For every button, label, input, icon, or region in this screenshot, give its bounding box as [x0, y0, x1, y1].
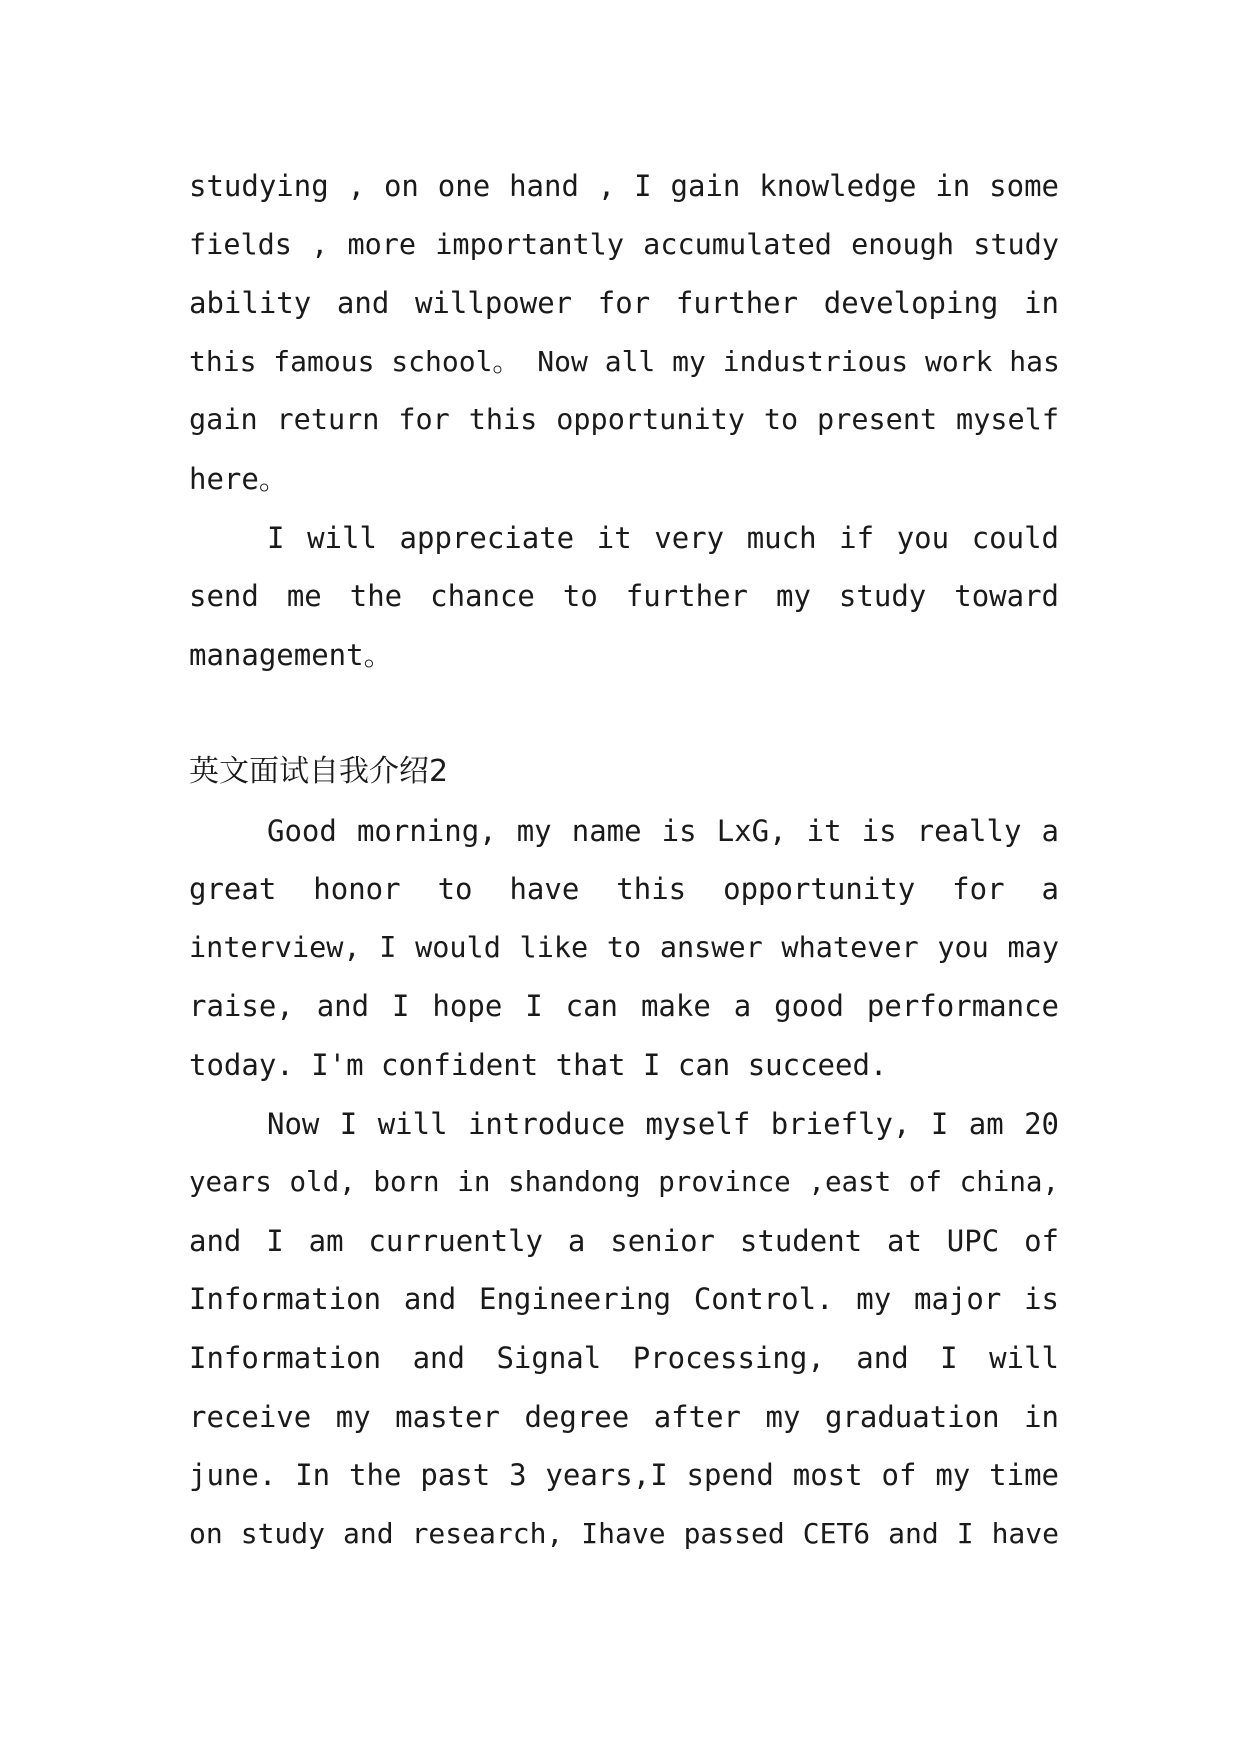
text-line: today. I'm confident that I can succeed. — [189, 1047, 888, 1082]
text-line: Good morning, my name is LxG, it is really a — [267, 813, 1059, 848]
text-line: fields , more importantly accumulated enough study — [189, 227, 1059, 261]
text-line: Information and Engineering Control. my major is — [189, 1282, 1059, 1317]
text-line: on study and research, Ihave passed CET6 and I have — [189, 1516, 1059, 1550]
text-line: Now I will introduce myself briefly, I am 20 — [267, 1106, 1059, 1141]
paragraph-greeting — [189, 802, 1059, 1095]
document-body-section2 — [189, 743, 1059, 1563]
text-line: gain return for this opportunity to present myself — [189, 403, 1059, 437]
text-line: and I am curruently a senior student at UPC of — [189, 1223, 1059, 1258]
text-line: Information and Signal Processing, and I will — [189, 1340, 1059, 1375]
paragraph-appreciate — [189, 509, 1059, 685]
paragraph-continuation — [189, 157, 1059, 509]
text-line: raise, and I hope I can make a good performance — [189, 989, 1059, 1024]
paragraph-introduction — [189, 1095, 1059, 1564]
text-line: interview, I would like to answer whatever you may — [189, 930, 1059, 964]
text-line: june. In the past 3 years,I spend most of my time — [189, 1458, 1059, 1493]
text-line: receive my master degree after my graduation in — [189, 1399, 1059, 1434]
text-line: years old, born in shandong province ,east of china, — [189, 1166, 1059, 1199]
document-body-top — [189, 157, 1059, 684]
text-line: send me the chance to further my study toward — [189, 579, 1059, 614]
text-line: I will appreciate it very much if you could — [267, 520, 1059, 555]
text-line: ability and willpower for further developing in — [189, 286, 1059, 321]
text-line: great honor to have this opportunity for a — [189, 872, 1059, 907]
text-line: management。 — [189, 637, 393, 672]
text-line: here。 — [189, 461, 288, 496]
text-line: studying , on one hand , I gain knowledge in some — [189, 169, 1059, 203]
section-heading: 英文面试自我介绍2 — [189, 754, 449, 789]
text-line: this famous school。 Now all my industrious work has — [189, 344, 1060, 378]
